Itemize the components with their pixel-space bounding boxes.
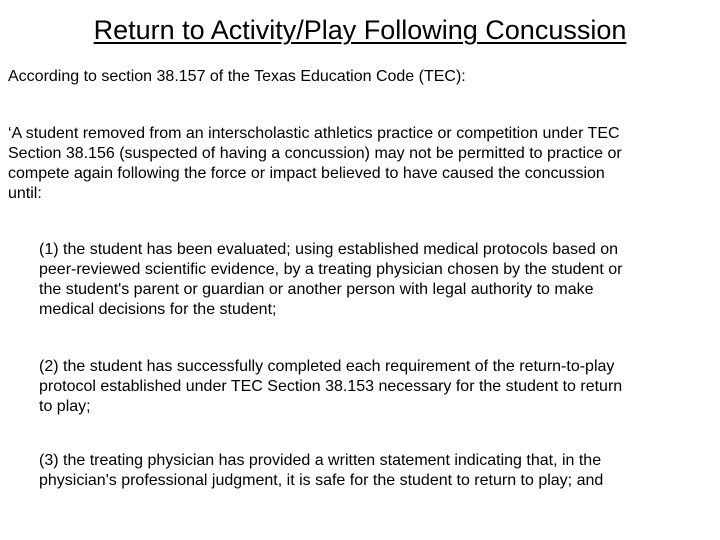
list-item-line: peer-reviewed scientific evidence, by a treating physician chosen by the student or xyxy=(39,261,623,278)
list-item-line: protocol established under TEC Section 38.153 necessary for the student to return xyxy=(39,378,623,395)
list-item-line: (3) the treating physician has provided a written statement indicating that, in the xyxy=(39,452,602,469)
list-item-2 xyxy=(39,357,712,417)
intro-text: According to section 38.157 of the Texas Education Code (TEC): xyxy=(8,68,466,85)
quote-line: ‘A student removed from an interscholastic athletics practice or competition under TEC xyxy=(8,125,620,142)
list-item-line: (1) the student has been evaluated; using established medical protocols based on xyxy=(39,241,619,258)
page-title: Return to Activity/Play Following Concussion xyxy=(93,15,627,45)
list-item-line: the student's parent or guardian or another person with legal authority to make xyxy=(39,281,594,298)
list-item-3 xyxy=(39,451,712,491)
quote-line: compete again following the force or impact believed to have caused the concussion xyxy=(8,165,605,182)
quote-line: until: xyxy=(8,185,42,202)
list-item-line: medical decisions for the student; xyxy=(39,301,277,318)
list-item-line: (2) the student has successfully completed each requirement of the return-to-play xyxy=(39,358,615,375)
list-item-line: to play; xyxy=(39,398,91,415)
quote-paragraph xyxy=(8,124,712,204)
list-item-1 xyxy=(39,240,712,320)
quote-line: Section 38.156 (suspected of having a concussion) may not be permitted to practice or xyxy=(8,145,622,162)
list-item-line: physician's professional judgment, it is safe for the student to return to play; and xyxy=(39,472,604,489)
